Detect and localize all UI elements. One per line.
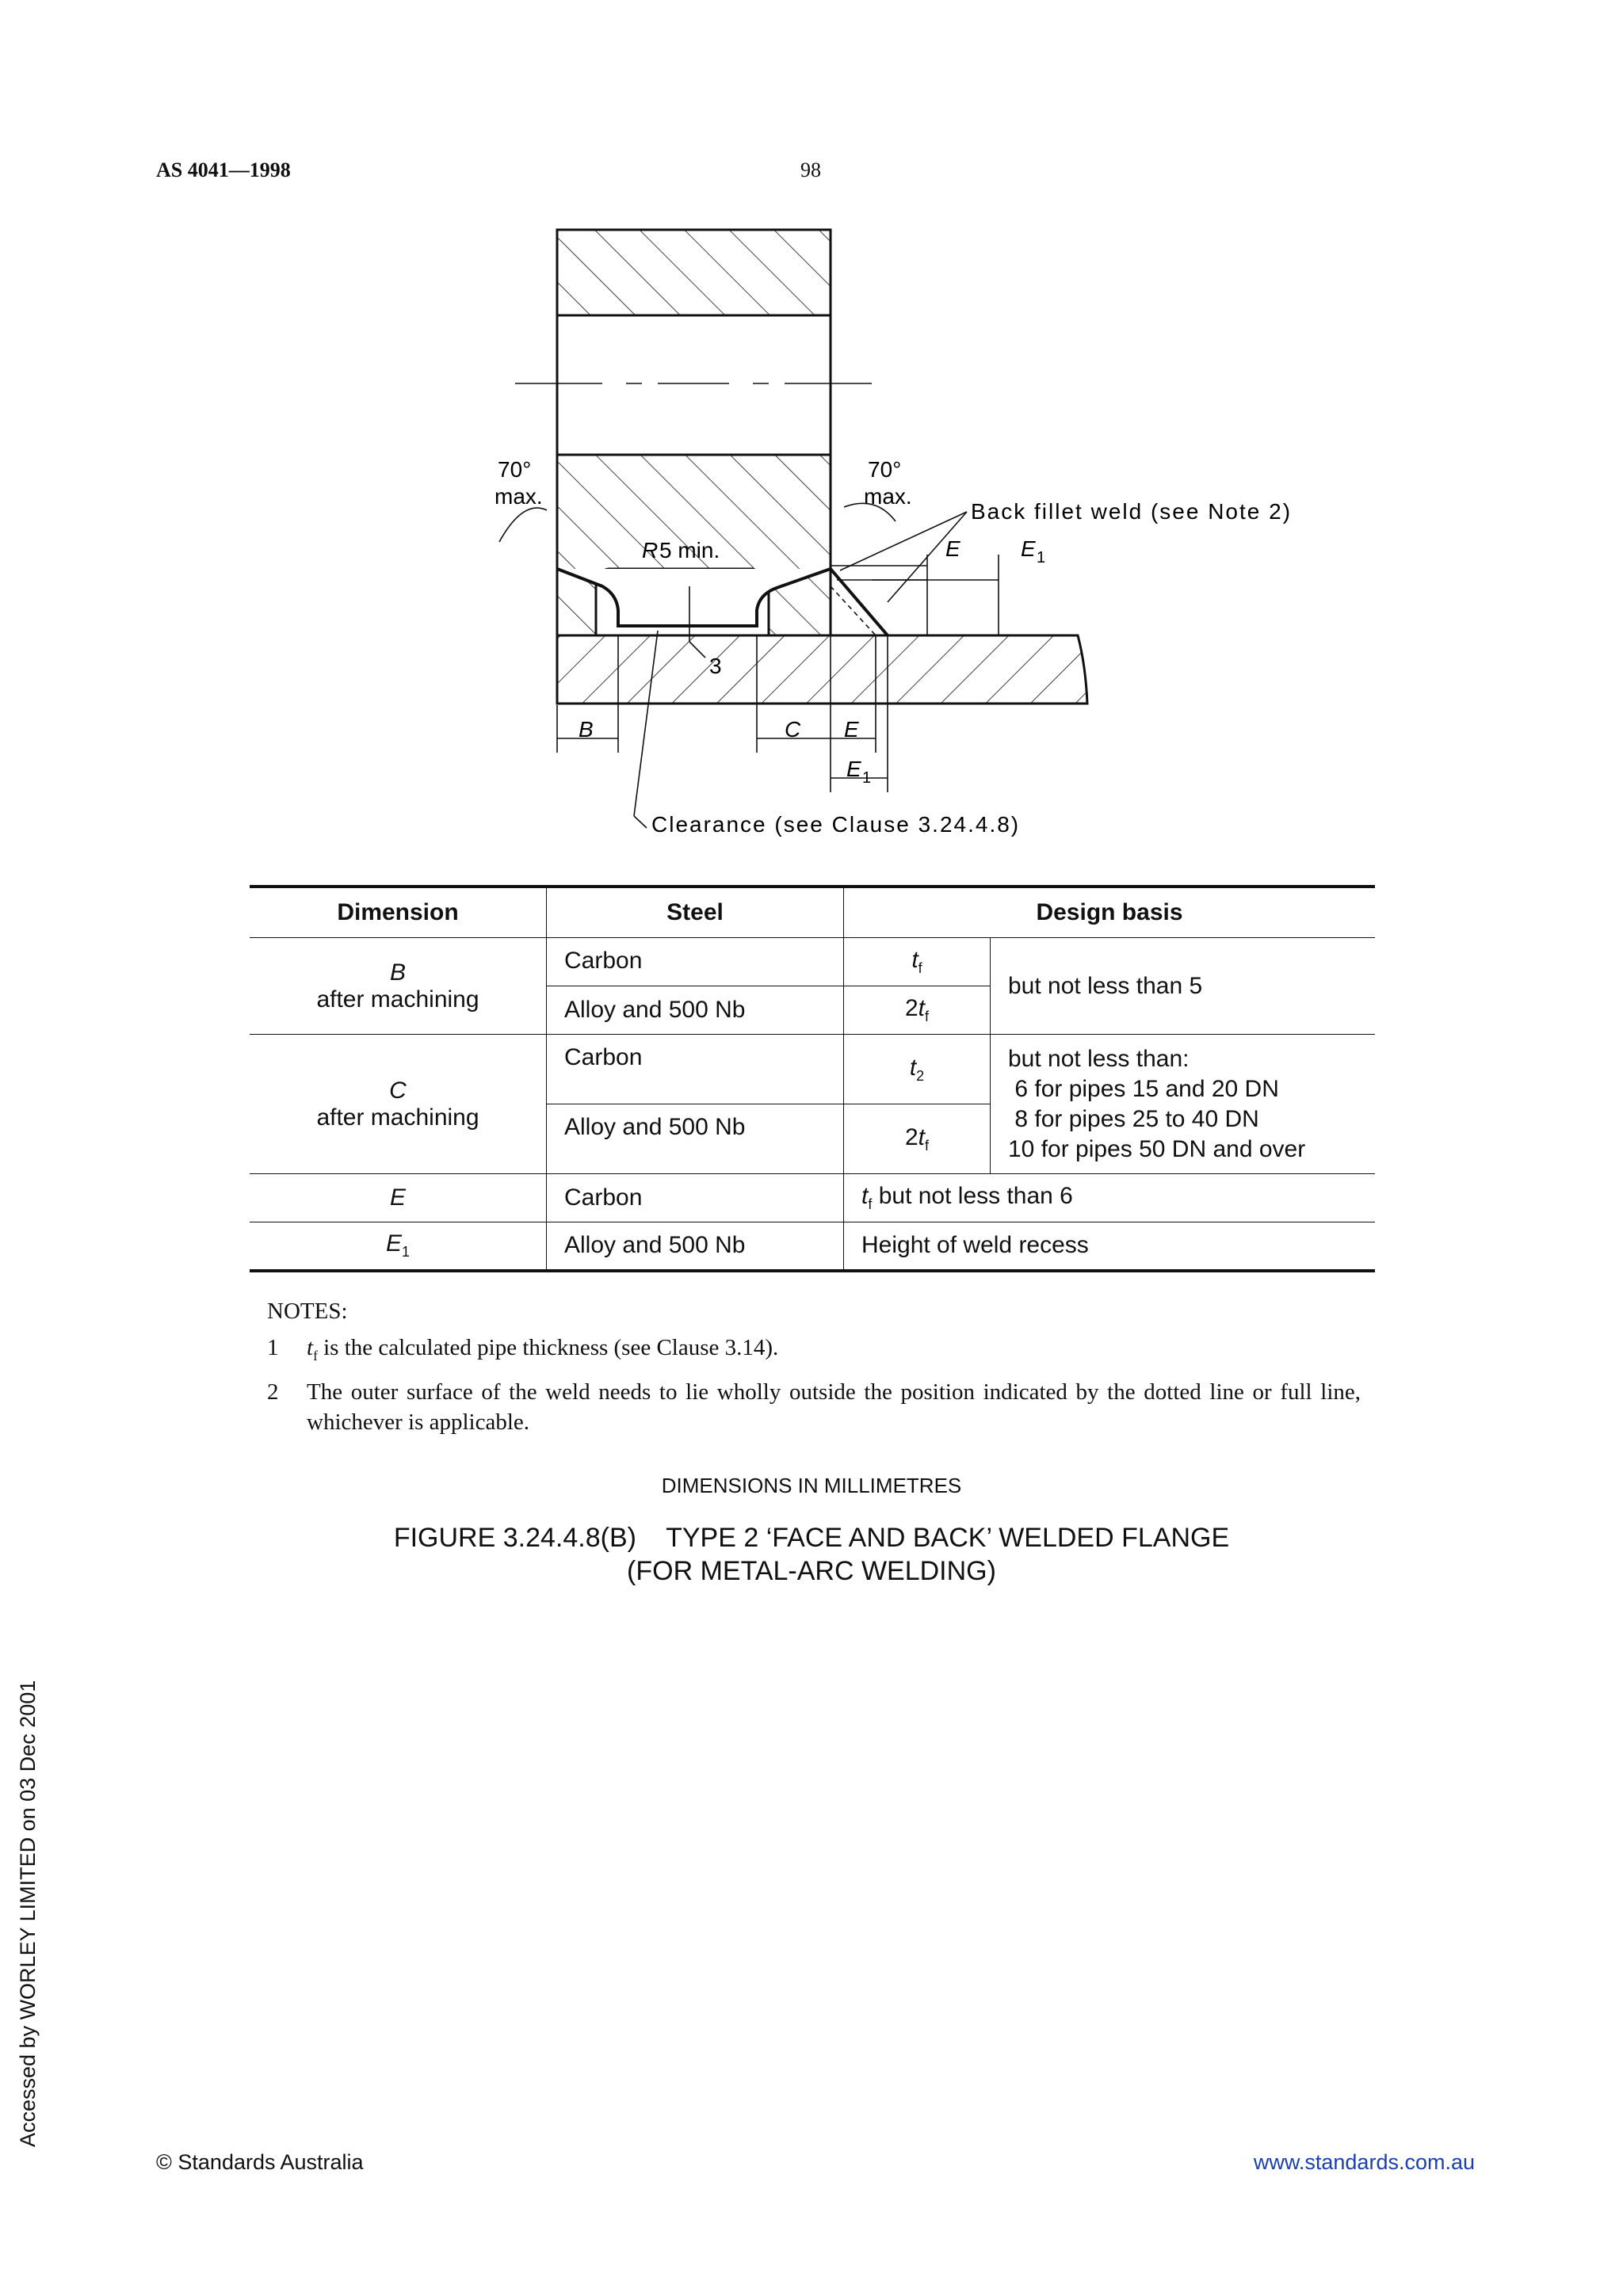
back-fillet-label: Back fillet weld (see Note 2) — [971, 499, 1293, 524]
note-2 — [267, 1377, 1361, 1437]
table-header-row — [250, 887, 1375, 938]
standard-code: AS 4041—1998 — [156, 158, 291, 181]
cell-e-dimension: E — [250, 1174, 547, 1222]
pipe — [557, 635, 1087, 704]
cell-c-dimension — [250, 1035, 547, 1174]
t-subscript: f — [925, 1137, 930, 1154]
footer-website-link[interactable]: www.standards.com.au — [1253, 2150, 1475, 2174]
cell-c-carbon: Carbon — [547, 1035, 844, 1104]
t-symbol: t — [861, 1183, 869, 1209]
e1-dim-label: E — [846, 757, 861, 781]
max-left-label: max. — [495, 484, 543, 509]
t-subscript: f — [925, 1009, 930, 1024]
cell-c-alloy: Alloy and 500 Nb — [547, 1104, 844, 1174]
cell-b-alloy: Alloy and 500 Nb — [547, 986, 844, 1035]
cell-b-carbon: Carbon — [547, 938, 844, 986]
e1-subscript: 1 — [402, 1244, 411, 1261]
angle-right-label: 70° — [868, 457, 902, 482]
note-text — [307, 1333, 778, 1371]
t-symbol: t — [909, 1054, 917, 1081]
t-symbol: t — [918, 995, 925, 1021]
e1-symbol: E — [385, 1230, 402, 1257]
cell-e-steel: Carbon — [547, 1174, 844, 1222]
header-design-basis: Design basis — [844, 887, 1376, 938]
figure-title — [0, 1521, 1623, 1588]
b-after-machining: after machining — [316, 986, 479, 1013]
footer-copyright: © Standards Australia — [156, 2150, 364, 2174]
table-row — [250, 1035, 1375, 1104]
e1-dim-sub: 1 — [862, 769, 872, 787]
note-1-text: is the calculated pipe thickness (see Clause 3.14). — [317, 1335, 779, 1360]
t-subscript: f — [868, 1196, 873, 1212]
b-dim-label: B — [579, 717, 594, 742]
factor: 2 — [904, 1123, 918, 1150]
e-top-label: E — [945, 536, 960, 561]
table-row — [250, 938, 1375, 986]
t-subscript: 2 — [916, 1067, 925, 1084]
cell-e-basis — [844, 1174, 1376, 1222]
dimension-table — [250, 885, 1375, 1272]
access-side-note: Accessed by WORLEY LIMITED on 03 Dec 2001 — [16, 1680, 40, 2147]
figure-title-line-1: FIGURE 3.24.4.8(B) TYPE 2 ‘FACE AND BACK’ WELDED FLANGE — [393, 1523, 1230, 1553]
e1-top-label: E — [1021, 536, 1036, 561]
cell-b-basis: but not less than 5 — [991, 938, 1376, 1035]
c-basis-line: 10 for pipes 50 DN and over — [1008, 1135, 1306, 1162]
notes-heading: NOTES: — [267, 1299, 348, 1324]
cell-e1-basis: Height of weld recess — [844, 1222, 1376, 1271]
t-symbol: t — [307, 1335, 314, 1360]
page-number: 98 — [800, 158, 821, 181]
t-symbol: t — [911, 947, 918, 973]
dimensions-note: DIMENSIONS IN MILLIMETRES — [661, 1474, 962, 1497]
figure-title-line-2: (FOR METAL-ARC WELDING) — [627, 1556, 996, 1586]
c-symbol: C — [389, 1077, 407, 1104]
b-symbol: B — [389, 959, 406, 986]
c-basis-line: 6 for pipes 15 and 20 DN — [1008, 1075, 1279, 1102]
angle-left-label: 70° — [498, 457, 532, 482]
t-subscript: f — [918, 960, 922, 976]
header-dimension: Dimension — [250, 887, 547, 938]
r5-rest-label: 5 min. — [659, 538, 720, 563]
c-after-machining: after machining — [316, 1104, 479, 1131]
table-row — [250, 1174, 1375, 1222]
max-right-label: max. — [864, 484, 912, 509]
note-1 — [267, 1333, 1361, 1371]
t-subscript: f — [313, 1347, 318, 1363]
back-fillet-weld — [831, 569, 888, 635]
r5-label: R — [642, 538, 659, 563]
table-row — [250, 1222, 1375, 1271]
note-2-text: The outer surface of the weld needs to lie wholly outside the position indicated by the dotted line or full line, whichever is applicable. — [307, 1379, 1361, 1435]
cell-b-dimension — [250, 938, 547, 1035]
e-basis-text: but not less than 6 — [872, 1183, 1073, 1209]
t-symbol: t — [918, 1123, 925, 1150]
e-dim-label: E — [844, 717, 859, 742]
c-basis-line: but not less than: — [1008, 1045, 1190, 1072]
cell-b-carbon-value — [844, 938, 991, 986]
flange-drawing — [444, 214, 1395, 848]
notes-section — [267, 1296, 1361, 1437]
factor: 2 — [904, 995, 918, 1021]
note-number: 1 — [267, 1335, 279, 1360]
cell-e1-steel: Alloy and 500 Nb — [547, 1222, 844, 1271]
c-dim-label: C — [785, 717, 801, 742]
clearance-label: Clearance (see Clause 3.24.4.8) — [651, 812, 1021, 837]
cell-c-carbon-value — [844, 1035, 991, 1104]
cell-e1-dimension — [250, 1222, 547, 1271]
note-number: 2 — [267, 1379, 279, 1405]
header-steel: Steel — [547, 887, 844, 938]
cell-b-alloy-value — [844, 986, 991, 1035]
cell-c-alloy-value — [844, 1104, 991, 1174]
cell-c-basis — [991, 1035, 1376, 1174]
e1-top-sub: 1 — [1037, 549, 1046, 566]
dim-3-label: 3 — [709, 654, 722, 678]
c-basis-line: 8 for pipes 25 to 40 DN — [1008, 1105, 1259, 1132]
